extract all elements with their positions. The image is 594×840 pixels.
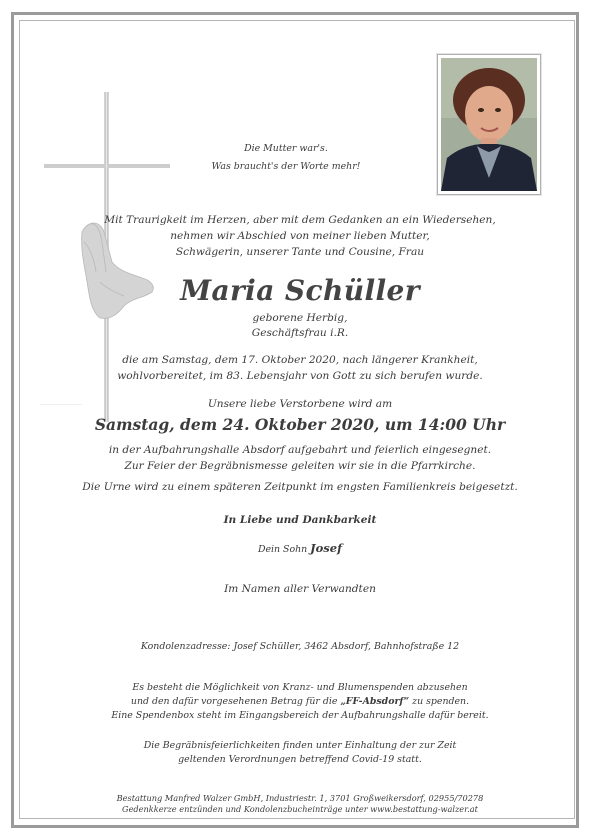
urn-notice: Die Urne wird zu einem späteren Zeitpunkt im engsten Familienkreis beigesetzt. [82,481,518,493]
intro-line-2: nehmen wir Abschied von meiner lieben Mutter, [170,230,430,242]
intro-line-3: Schwägerin, unserer Tante und Cousine, Frau [175,246,425,258]
quote-line-1: Die Mutter war's. [244,143,328,154]
relatives-line: Im Namen aller Verwandten [224,583,376,595]
maiden-name: geborene Herbig, [252,312,348,324]
death-notice-line-1: die am Samstag, dem 17. Oktober 2020, nach längerer Krankheit, [122,354,478,366]
son-prefix: Dein Sohn [257,544,311,555]
funeral-date: Samstag, dem 24. Oktober 2020, um 14:00 Uhr [94,415,506,434]
death-notice-line-2: wohlvorbereitet, im 83. Lebensjahr von Gott zu sich berufen wurde. [117,370,483,382]
funeral-line-1: in der Aufbahrungshalle Absdorf aufgebahrt und feierlich eingesegnet. [108,444,492,456]
footer-line-1: Bestattung Manfred Walzer GmbH, Industriestr. 1, 3701 Großweikersdorf, 02955/70278 [116,793,484,803]
son-name: Josef [310,541,343,555]
profession: Geschäftsfrau i.R. [251,327,349,339]
donation-line-2-pre: und den dafür vorgesehenen Betrag für die [130,696,341,707]
deceased-name: Maria Schüller [180,274,420,307]
covid-line-2: geltenden Verordnungen betreffend Covid-19 statt. [178,754,422,765]
son-line [40,541,560,557]
funeral-line-2: Zur Feier der Begräbnismesse geleiten wir sie in die Pfarrkirche. [124,460,476,472]
donation-line-1: Es besteht die Möglichkeit von Kranz- und Blumenspenden abzusehen [132,682,468,693]
condolence-address: Kondolenzadresse: Josef Schüller, 3462 Absdorf, Bahnhofstraße 12 [140,641,460,652]
closing-phrase: In Liebe und Dankbarkeit [223,514,377,526]
donation-line-2-post: zu spenden. [409,696,470,707]
portrait-frame [437,54,541,195]
footer-line-2: Gedenkkerze entzünden und Kondolenzbucheinträge unter www.bestattung-walzer.at [122,804,478,814]
donation-line-2 [40,695,560,709]
donation-line-3: Eine Spendenbox steht im Eingangsbereich der Aufbahrungshalle dafür bereit. [111,710,489,721]
funeral-intro: Unsere liebe Verstorbene wird am [207,398,393,410]
intro-line-1: Mit Traurigkeit im Herzen, aber mit dem Gedanken an ein Wiedersehen, [104,214,496,226]
portrait-photo [441,58,537,191]
quote-line-2: Was braucht's der Worte mehr! [211,161,361,172]
covid-line-1: Die Begräbnisfeierlichkeiten finden unter Einhaltung der zur Zeit [143,740,457,751]
donation-recipient: „FF-Absdorf“ [340,696,410,707]
